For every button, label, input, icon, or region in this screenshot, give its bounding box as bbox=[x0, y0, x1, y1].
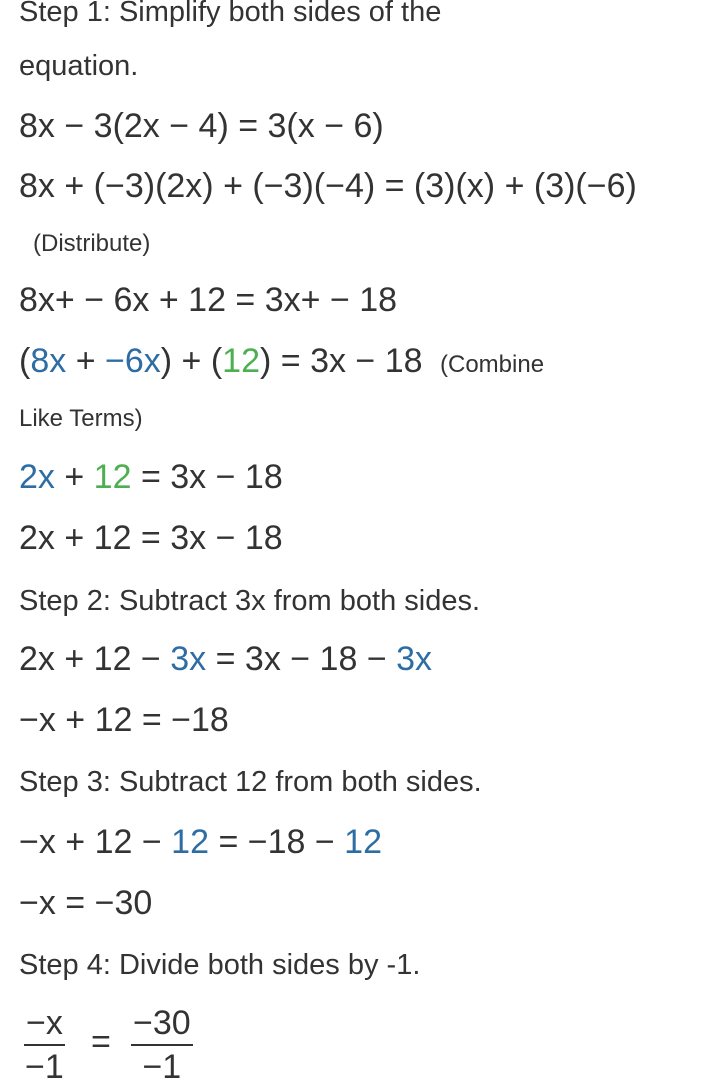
step2-left: 2x + 12 − bbox=[19, 640, 171, 678]
fraction-right-denominator: −1 bbox=[142, 1048, 182, 1086]
paren-mid: ) + ( bbox=[160, 342, 223, 380]
fraction-left bbox=[24, 1006, 65, 1084]
step1-heading-line2: equation. bbox=[19, 50, 139, 82]
fraction-right-numerator: −30 bbox=[131, 1006, 193, 1046]
distribute-note: (Distribute) bbox=[33, 230, 151, 257]
combined-constant: 12 bbox=[93, 458, 132, 496]
combine-note: (Combine bbox=[440, 351, 545, 378]
like-term-x2: −6x bbox=[105, 342, 161, 380]
like-term-constant: 12 bbox=[222, 342, 260, 380]
fraction-left-denominator: −1 bbox=[25, 1048, 64, 1086]
step2-equation-subtract bbox=[19, 642, 432, 676]
step2-subtracted-right: 3x bbox=[396, 640, 433, 678]
plus-sign: + bbox=[66, 342, 105, 380]
step2-heading: Step 2: Subtract 3x from both sides. bbox=[19, 585, 481, 617]
step3-subtracted-left: 12 bbox=[171, 823, 209, 861]
step1-equation-original: 8x − 3(2x − 4) = 3(x − 6) bbox=[19, 107, 384, 145]
step1-equation-grouped bbox=[19, 344, 544, 378]
step2-result: −x + 12 = −18 bbox=[19, 701, 229, 739]
step1-equation-expanded: 8x+ − 6x + 12 = 3x+ − 18 bbox=[19, 281, 398, 319]
step3-subtracted-right: 12 bbox=[344, 823, 382, 861]
combined-rest: = 3x − 18 bbox=[131, 458, 283, 496]
step2-subtracted-left: 3x bbox=[170, 640, 207, 678]
plus-sign: + bbox=[54, 458, 94, 496]
equals-sign: = bbox=[91, 1023, 111, 1061]
combine-note-line2: Like Terms) bbox=[19, 405, 143, 432]
step4-heading: Step 4: Divide both sides by -1. bbox=[19, 949, 421, 981]
step3-equation-subtract bbox=[19, 825, 382, 859]
step1-equation-combined-colored bbox=[19, 460, 283, 494]
paren-open: ( bbox=[19, 342, 31, 380]
step2-middle: = 3x − 18 − bbox=[206, 640, 397, 678]
combined-x-term: 2x bbox=[19, 458, 55, 496]
step3-left: −x + 12 − bbox=[19, 823, 172, 861]
step1-equation-distribute: 8x + (−3)(2x) + (−3)(−4) = (3)(x) + (3)(−6) bbox=[19, 167, 637, 205]
step3-heading: Step 3: Subtract 12 from both sides. bbox=[19, 766, 482, 798]
fraction-right bbox=[131, 1006, 193, 1084]
step3-middle: = −18 − bbox=[209, 823, 345, 861]
grouped-rest: ) = 3x − 18 bbox=[260, 342, 423, 380]
step3-result: −x = −30 bbox=[19, 884, 153, 922]
fraction-left-numerator: −x bbox=[24, 1006, 65, 1046]
step1-heading-line1: Step 1: Simplify both sides of the bbox=[19, 0, 442, 28]
like-term-x1: 8x bbox=[30, 342, 67, 380]
step1-equation-simplified: 2x + 12 = 3x − 18 bbox=[19, 519, 283, 557]
